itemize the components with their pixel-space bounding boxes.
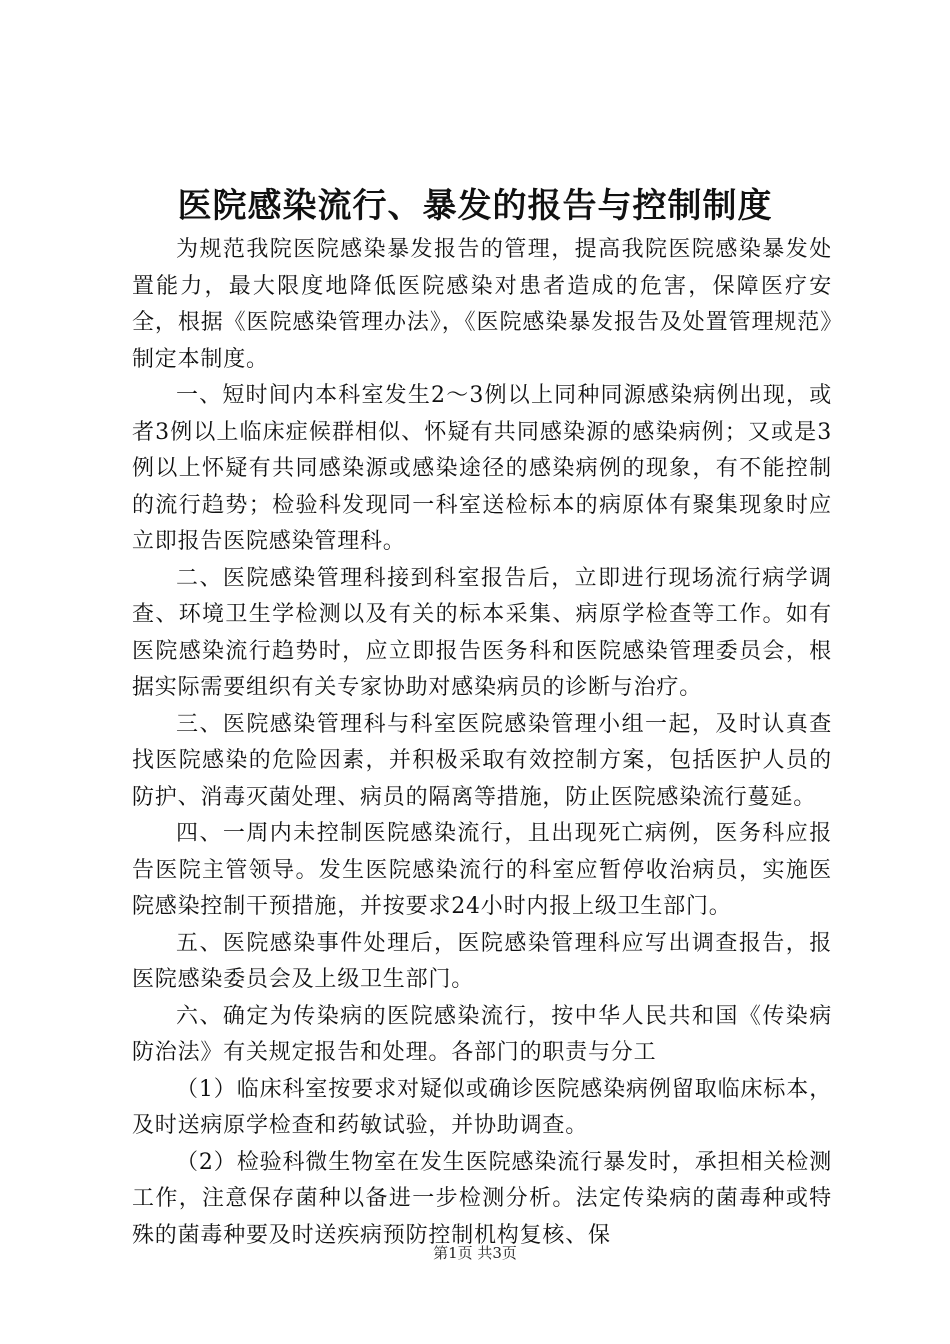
document-title: 医院感染流行、暴发的报告与控制制度 [177,186,773,226]
section-5-paragraph: 五、医院感染事件处理后，医院感染管理科应写出调查报告，报医院感染委员会及上级卫生部门。 [132,930,832,992]
section-1-paragraph: 一、短时间内本科室发生2～3例以上同种同源感染病例出现，或者3例以上临床症候群相似、怀疑有共同感染源的感染病例；又或是3例以上怀疑有共同感染源或感染途径的感染病例的现象，有不能控制的流行趋势；检验科发现同一科室送检标本的病原体有聚集现象时应立即报告医院感染管理科。 [132,383,832,554]
section-2-paragraph: 二、医院感染管理科接到科室报告后，立即进行现场流行病学调查、环境卫生学检测以及有关的标本采集、病原学检查等工作。如有医院感染流行趋势时，应立即报告医务科和医院感染管理委员会，根据实际需要组织有关专家协助对感染病员的诊断与治疗。 [132,565,832,700]
section-4-paragraph: 四、一周内未控制医院感染流行，且出现死亡病例，医务科应报告医院主管领导。发生医院感染流行的科室应暂停收治病员，实施医院感染控制干预措施，并按要求24小时内报上级卫生部门。 [132,821,832,919]
section-3-paragraph: 三、医院感染管理科与科室医院感染管理小组一起，及时认真查找医院感染的危险因素，并积极采取有效控制方案，包括医护人员的防护、消毒灭菌处理、病员的隔离等措施，防止医院感染流行蔓延。 [132,711,832,810]
duty-item-1-paragraph: （1）临床科室按要求对疑似或确诊医院感染病例留取临床标本，及时送病原学检查和药敏试验，并协助调查。 [132,1076,832,1138]
intro-paragraph: 为规范我院医院感染暴发报告的管理，提高我院医院感染暴发处置能力，最大限度地降低医院感染对患者造成的危害，保障医疗安全，根据《医院感染管理办法》，《医院感染暴发报告及处置管理规范》制定本制度。 [132,237,832,372]
duty-item-2-paragraph: （2）检验科微生物室在发生医院感染流行暴发时，承担相关检测工作，注意保存菌种以备进一步检测分析。法定传染病的菌毒种或特殊的菌毒种要及时送疾病预防控制机构复核、保 [132,1149,832,1248]
page-number-footer: 第1页 共3页 [433,1244,517,1262]
document-body [132,232,832,1254]
section-6-paragraph: 六、确定为传染病的医院感染流行，按中华人民共和国《传染病防治法》有关规定报告和处理。各部门的职责与分工 [132,1003,832,1065]
